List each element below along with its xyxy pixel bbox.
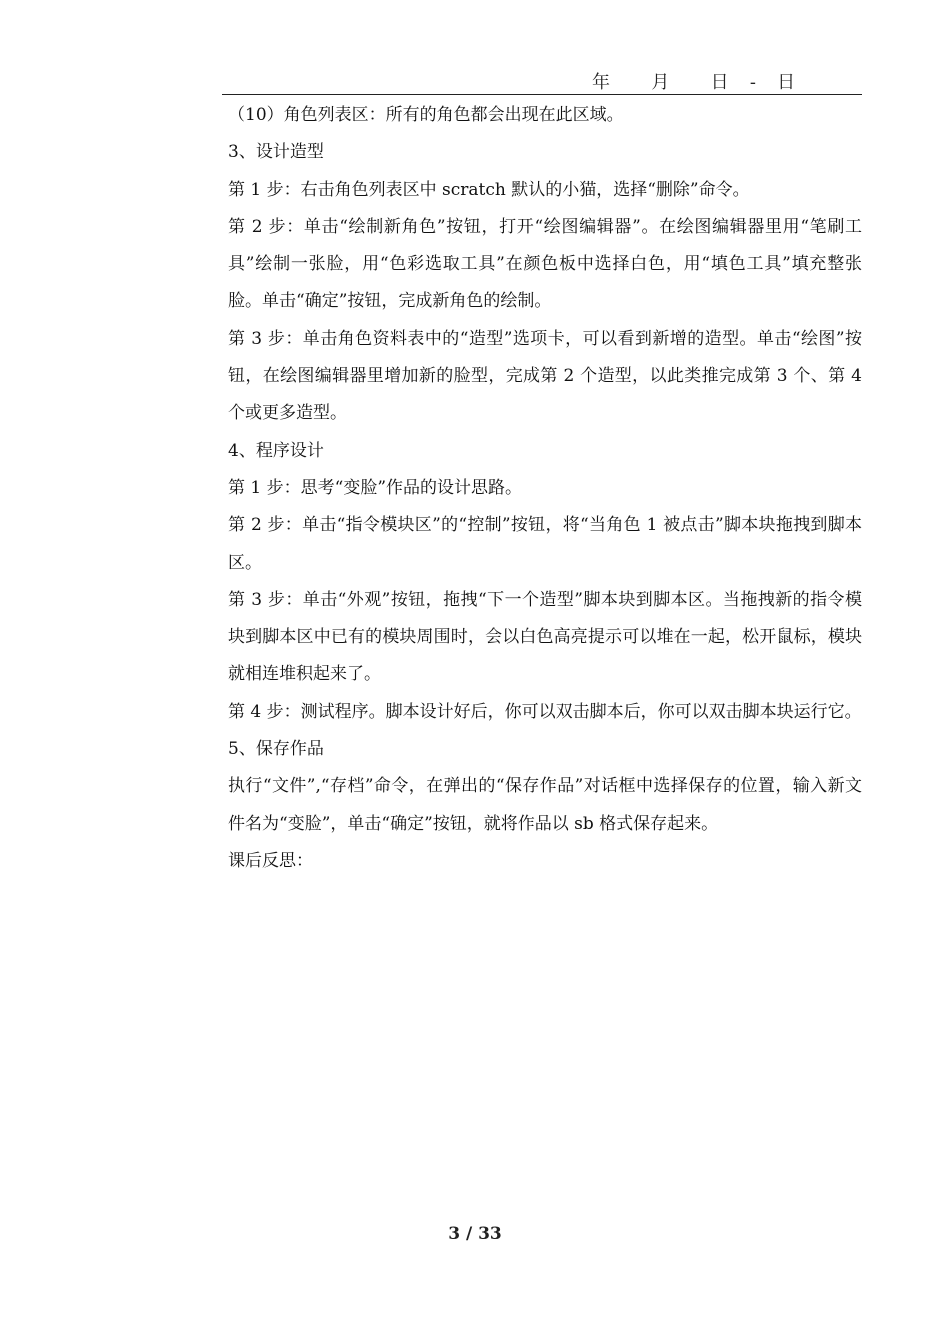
paragraph-program-step-1: 第 1 步：思考“变脸”作品的设计思路。: [228, 477, 523, 498]
paragraph-save-instructions: 执行“文件”,“存档”命令，在弹出的“保存作品”对话框中选择保存的位置，输入新文件名为“变脸”，单击“确定”按钮，就将作品以 sb 格式保存起来。: [228, 776, 862, 834]
section-heading-program-design: 4、程序设计: [228, 440, 324, 461]
page-number: 3 / 33: [448, 1224, 502, 1244]
paragraph-role-list-area: （10）角色列表区：所有的角色都会出现在此区域。: [228, 105, 624, 125]
page-header: [222, 62, 862, 95]
header-date: 年 月 日 - 日: [592, 72, 797, 93]
section-heading-save-work: 5、保存作品: [228, 739, 324, 760]
paragraph-costume-step-3: 第 3 步：单击角色资料表中的“造型”选项卡，可以看到新增的造型。单击“绘图”按钮，在绘图编辑器里增加新的脸型，完成第 2 个造型，以此类推完成第 3 个、第 4 个或更多造型。: [228, 328, 862, 424]
paragraph-program-step-2: 第 2 步：单击“指令模块区”的“控制”按钮，将“当角色 1 被点击”脚本块拖拽到脚本区。: [228, 515, 862, 573]
paragraph-costume-step-1: 第 1 步：右击角色列表区中 scratch 默认的小猫，选择“删除”命令。: [228, 179, 750, 200]
paragraph-program-step-4: 第 4 步：测试程序。脚本设计好后，你可以双击脚本后，你可以双击脚本块运行它。: [228, 701, 862, 722]
paragraph-costume-step-2: 第 2 步：单击“绘制新角色”按钮，打开“绘图编辑器”。在绘图编辑器里用“笔刷工具”绘制一张脸，用“色彩选取工具”在颜色板中选择白色，用“填色工具”填充整张脸。单击“确定”按钮，完成新角色的绘制。: [228, 216, 862, 312]
paragraph-reflection: 课后反思：: [228, 850, 313, 871]
document-body: [228, 97, 862, 880]
paragraph-program-step-3: 第 3 步：单击“外观”按钮，拖拽“下一个造型”脚本块到脚本区。当拖拽新的指令模块到脚本区中已有的模块周围时，会以白色高亮提示可以堆在一起，松开鼠标，模块就相连堆积起来了。: [228, 589, 862, 685]
section-heading-design-costume: 3、设计造型: [228, 142, 324, 163]
